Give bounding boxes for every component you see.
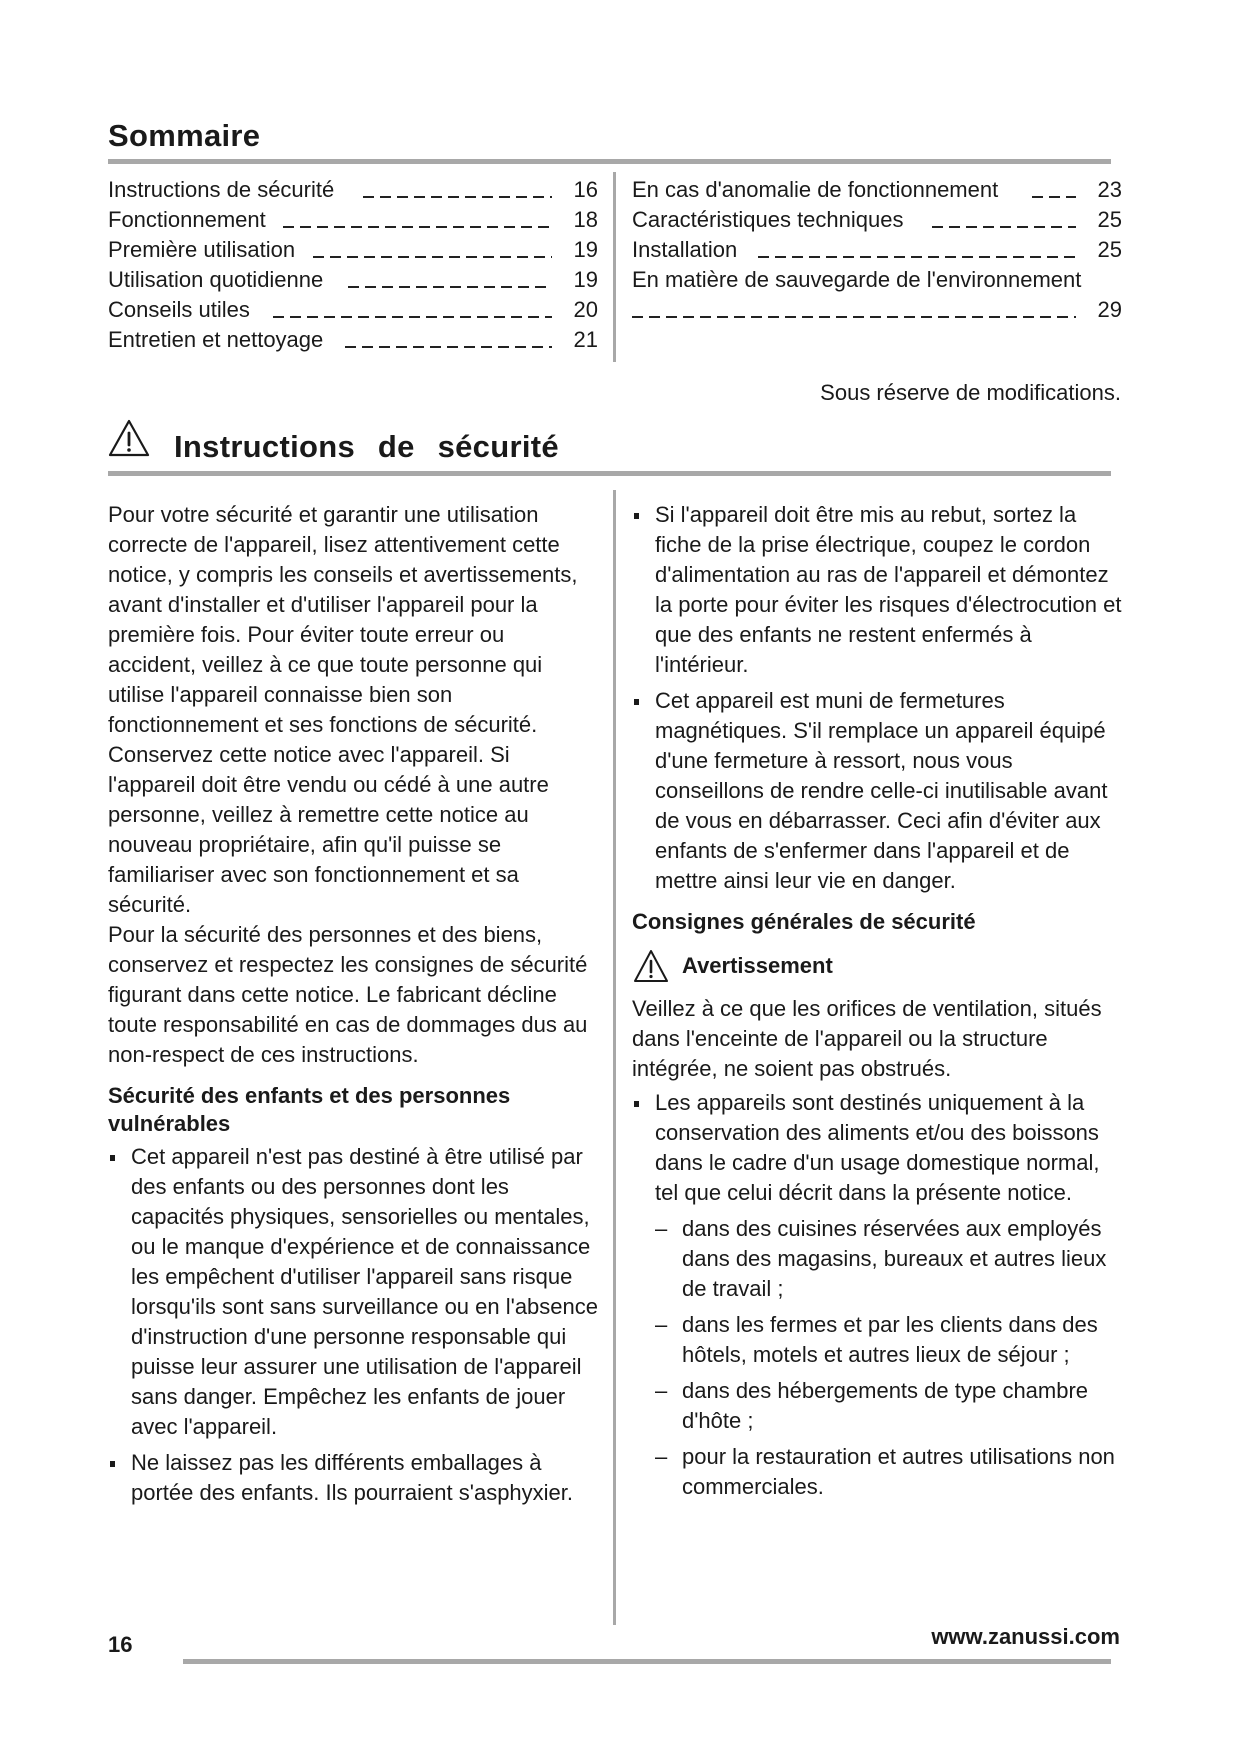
toc-leader: [283, 226, 552, 228]
usage-dash-text: dans les fermes et par les clients dans des hôtels, motels et autres lieux de séjour ;: [682, 1312, 1098, 1367]
toc-entry[interactable]: [108, 175, 598, 205]
toc-entry-page: 25: [1097, 207, 1122, 232]
toc-entry-page: 20: [573, 297, 598, 322]
toc-entry[interactable]: [632, 265, 1122, 295]
usage-dash-item: [632, 1310, 1122, 1370]
toc-entry-label: Utilisation quotidienne: [108, 267, 324, 292]
magnetic-closure-bullet: Cet appareil est muni de fermetures magnétiques. S'il remplace un appareil équipé d'une fermeture à ressort, nous vous conseillons de rendre celle-ci inutilisable avant de vous en débarrasser. Ceci afin d'éviter aux enfants de s'enfermer dans l'appareil et de mettre ainsi leur vie en danger.: [632, 686, 1122, 896]
disposal-bullet: Si l'appareil doit être mis au rebut, sortez la fiche de la prise électrique, coupez le cordon d'alimentation au ras de l'appareil et démontez la porte pour éviter les risques d'électrocution et que des enfants ne restent enfermés à l'intérieur.: [632, 500, 1122, 680]
toc-entry[interactable]: [108, 265, 598, 295]
toc-column-divider: [613, 172, 616, 362]
toc-entry-page: 16: [573, 177, 598, 202]
toc-leader: [345, 346, 552, 348]
warning-label: Avertissement: [682, 953, 833, 978]
dash-mark: –: [655, 1216, 668, 1241]
warning-triangle-icon: [107, 418, 151, 458]
dash-mark: –: [655, 1444, 668, 1469]
safety-right-column: [632, 500, 1122, 1508]
toc-note: Sous réserve de modifications.: [820, 380, 1121, 405]
toc-entry[interactable]: [108, 235, 598, 265]
safety-intro-paragraph: Pour la sécurité des personnes et des biens, conservez et respectez les consignes de sécurité figurant dans cette notice. Le fabricant décline toute responsabilité en cas de dommages dus au non-respect de ces instructions.: [108, 922, 588, 1067]
toc-leader: [758, 256, 1076, 258]
toc-leader: [313, 256, 552, 258]
toc-entry-page: 21: [573, 327, 598, 352]
usage-dash-item: [632, 1442, 1122, 1502]
body-column-divider: [613, 490, 616, 1625]
dash-mark: –: [655, 1312, 668, 1337]
warning-callout: [632, 946, 1122, 986]
footer-rule: [183, 1659, 1111, 1664]
toc-entry-page: 23: [1097, 177, 1122, 202]
toc-leader: [363, 196, 552, 198]
children-bullet: Cet appareil n'est pas destiné à être utilisé par des enfants ou des personnes dont les capacités physiques, sensorielles ou mentales, ou le manque d'expérience et de connaissance les empêchent d'utiliser l'appareil sans risque lorsqu'ils sont sans surveillance ou en l'absence d'instruction d'une personne responsable qui puisse leur assurer une utilisation de l'appareil sans danger. Empêchez les enfants de jouer avec l'appareil.: [108, 1142, 598, 1442]
toc-entry-label: En matière de sauvegarde de l'environnement: [632, 267, 1082, 292]
toc-right-column: [632, 175, 1122, 365]
general-safety-heading: Consignes générales de sécurité: [632, 909, 976, 934]
toc-title-rule: [108, 159, 1111, 164]
toc-entry-label: Instructions de sécurité: [108, 177, 335, 202]
toc-entry-label: Entretien et nettoyage: [108, 327, 324, 352]
toc-entry-page: 19: [573, 237, 598, 262]
usage-bullet: Les appareils sont destinés uniquement à la conservation des aliments et/ou des boissons dans le cadre d'un usage domestique normal, tel que celui décrit dans la présente notice.: [632, 1088, 1122, 1208]
usage-dash-item: [632, 1376, 1122, 1436]
usage-dash-text: pour la restauration et autres utilisations non commerciales.: [682, 1444, 1115, 1499]
toc-entry-label: En cas d'anomalie de fonctionnement: [632, 177, 999, 202]
toc-entry-label: Fonctionnement: [108, 207, 266, 232]
toc-entry-label: Caractéristiques techniques: [632, 207, 904, 232]
usage-dash-text: dans des cuisines réservées aux employés dans des magasins, bureaux et autres lieux de travail ;: [682, 1216, 1107, 1301]
toc-leader: [1032, 196, 1076, 198]
page-number: 16: [108, 1632, 133, 1657]
toc-leader: [348, 286, 552, 288]
toc-entry[interactable]: [632, 235, 1122, 265]
toc-entry[interactable]: [108, 205, 598, 235]
toc-entry-page: 25: [1097, 237, 1122, 262]
toc-entry-label: Conseils utiles: [108, 297, 250, 322]
safety-title-rule: [108, 471, 1111, 476]
toc-entry-label: Installation: [632, 237, 738, 262]
toc-entry-page: 19: [573, 267, 598, 292]
toc-title: Sommaire: [108, 118, 261, 153]
toc-entry[interactable]: [108, 325, 598, 355]
toc-leader: [932, 226, 1076, 228]
toc-leader: [632, 316, 1076, 318]
children-safety-heading: Sécurité des enfants et des personnes vulnérables: [108, 1083, 511, 1136]
toc-entry-label: Première utilisation: [108, 237, 296, 262]
toc-leader: [273, 316, 552, 318]
warning-triangle-icon: [632, 948, 670, 984]
toc-entry-page: 18: [573, 207, 598, 232]
safety-section-title: Instructions de sécurité: [174, 429, 559, 464]
safety-left-column: [108, 500, 598, 1514]
toc-entry[interactable]: [632, 205, 1122, 235]
website-link[interactable]: www.zanussi.com: [931, 1624, 1120, 1649]
toc-entry-page: 29: [1097, 297, 1122, 322]
usage-dash-text: dans des hébergements de type chambre d'hôte ;: [682, 1378, 1089, 1433]
dash-mark: –: [655, 1378, 668, 1403]
safety-intro-paragraph: Pour votre sécurité et garantir une utilisation correcte de l'appareil, lisez attentivement cette notice, y compris les conseils et avertissements, avant d'installer et d'utiliser l'appareil pour la première fois. Pour éviter toute erreur ou accident, veillez à ce que toute personne qui utilise l'appareil connaisse bien son fonctionnement et ses fonctions de sécurité. Conservez cette notice avec l'appareil. Si l'appareil doit être vendu ou cédé à une autre personne, veillez à remettre cette notice au nouveau propriétaire, afin qu'il puisse se familiariser avec son fonctionnement et sa sécurité.: [108, 502, 578, 917]
toc-entry[interactable]: [632, 295, 1122, 325]
toc-entry[interactable]: [632, 175, 1122, 205]
ventilation-paragraph: Veillez à ce que les orifices de ventilation, situés dans l'enceinte de l'appareil ou la structure intégrée, ne soient pas obstrués.: [632, 996, 1102, 1081]
children-bullet: Ne laissez pas les différents emballages à portée des enfants. Ils pourraient s'asphyxier.: [108, 1448, 598, 1508]
usage-dash-item: [632, 1214, 1122, 1304]
toc-left-column: [108, 175, 598, 365]
toc-entry[interactable]: [108, 295, 598, 325]
